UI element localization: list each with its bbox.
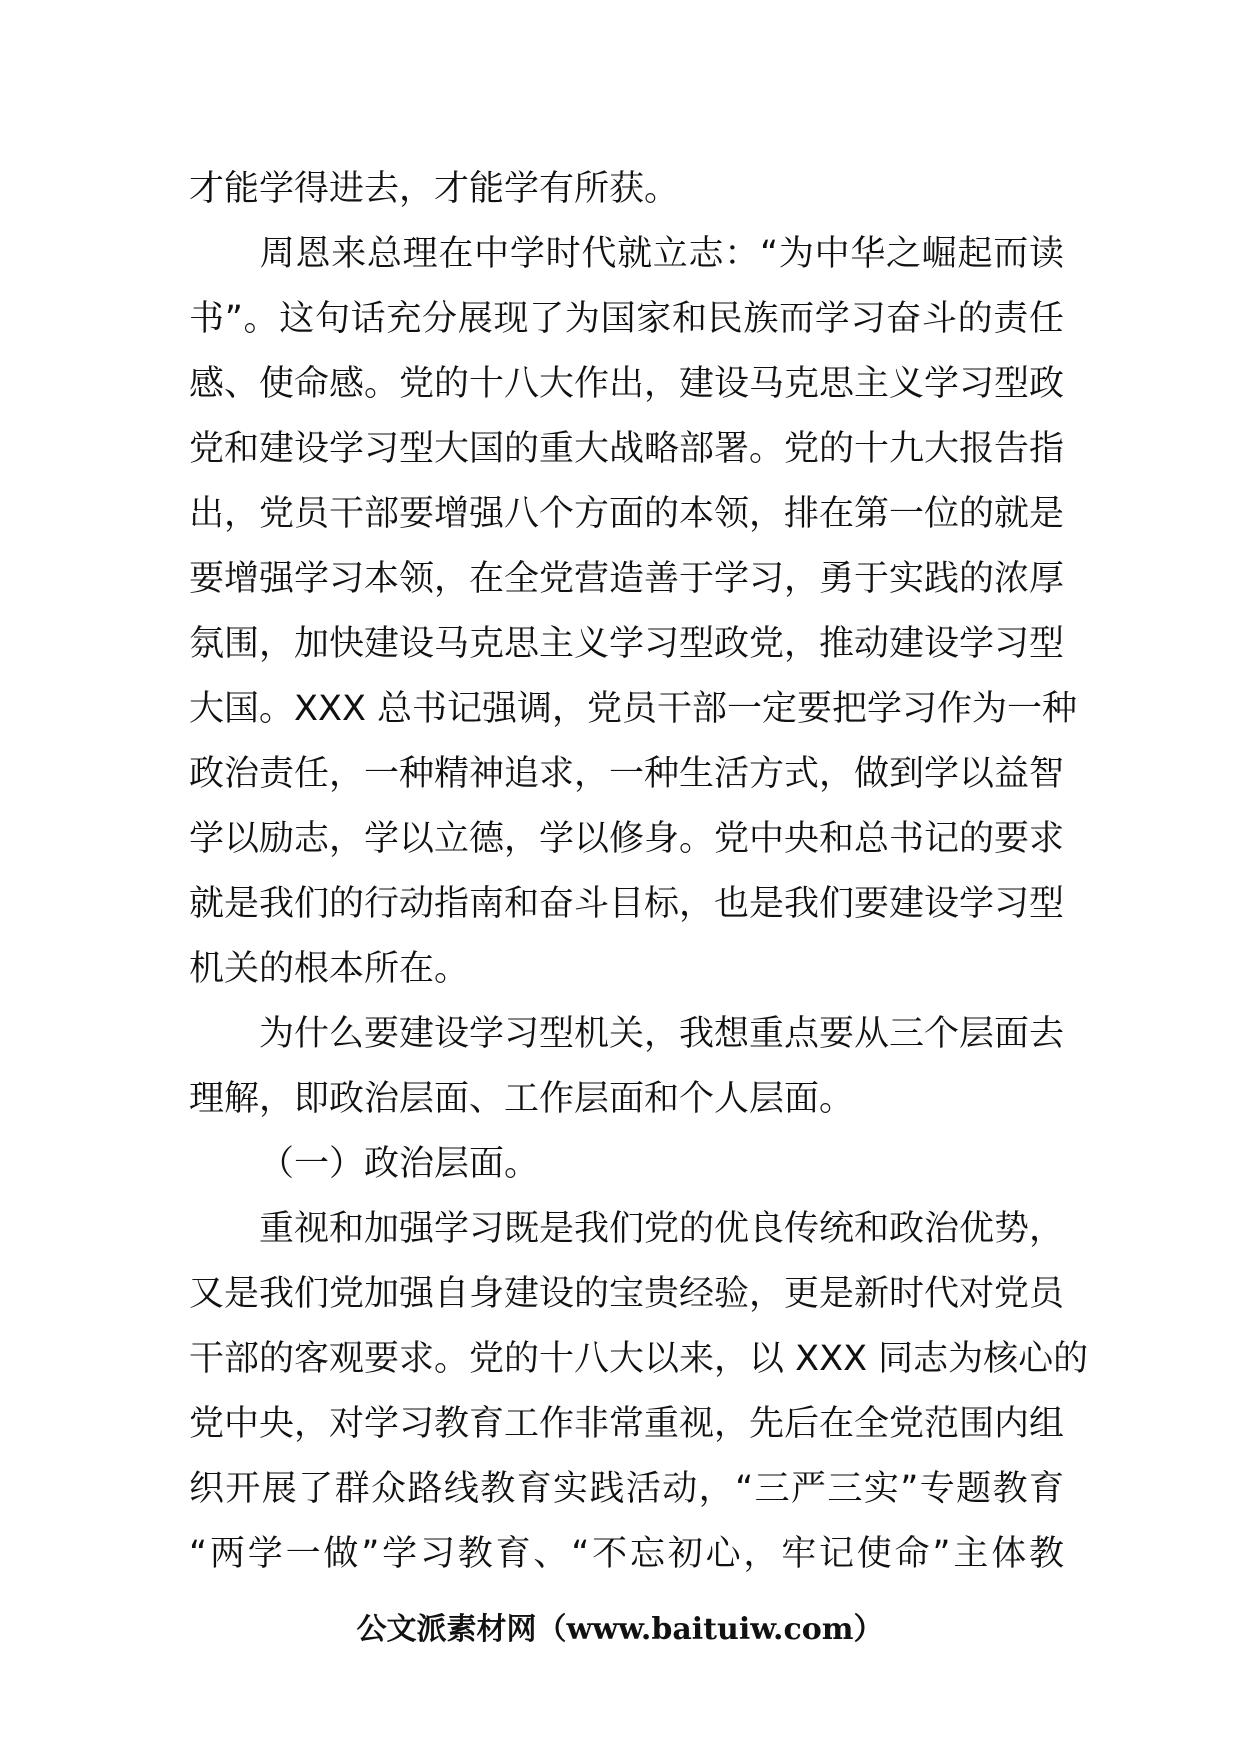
text-line: 周恩来总理在中学时代就立志：“为中华之崛起而读 [259, 234, 1064, 274]
text-line: 出，党员干部要增强八个方面的本领，排在第一位的就是 [189, 494, 1065, 534]
text-line: 才能学得进去，才能学有所获。 [189, 169, 680, 209]
text-line: 就是我们的行动指南和奋斗目标，也是我们要建设学习型 [189, 884, 1065, 924]
text-line: 机关的根本所在。 [189, 949, 470, 989]
text-line: 重视和加强学习既是我们党的优良传统和政治优势， [259, 1209, 1065, 1249]
footer-watermark: 公文派素材网（www.baituiw.com） [356, 1612, 884, 1647]
text-line: 党和建设学习型大国的重大战略部署。党的十九大报告指 [189, 429, 1065, 469]
text-line: 为什么要建设学习型机关，我想重点要从三个层面去 [259, 1014, 1065, 1054]
text-line: “两学一做”学习教育、“不忘初心，牢记使命”主体教 [189, 1534, 1064, 1574]
text-line: 学以励志，学以立德，学以修身。党中央和总书记的要求 [189, 819, 1065, 859]
text-line: 感、使命感。党的十八大作出，建设马克思主义学习型政 [189, 364, 1065, 404]
text-line: 理解，即政治层面、工作层面和个人层面。 [189, 1079, 855, 1119]
text-line: 大国。XXX 总书记强调，党员干部一定要把学习作为一种 [189, 689, 1078, 729]
text-line: 书”。这句话充分展现了为国家和民族而学习奋斗的责任 [189, 299, 1064, 339]
text-line: 又是我们党加强自身建设的宝贵经验，更是新时代对党员 [189, 1274, 1065, 1314]
text-line: 党中央，对学习教育工作非常重视，先后在全党范围内组 [189, 1404, 1065, 1444]
body-text [189, 157, 1089, 1587]
text-line: （一）政治层面。 [259, 1144, 540, 1184]
text-line: 氛围，加快建设马克思主义学习型政党，推动建设学习型 [189, 624, 1065, 664]
text-line: 要增强学习本领，在全党营造善于学习，勇于实践的浓厚 [189, 559, 1065, 599]
text-line: 政治责任，一种精神追求，一种生活方式，做到学以益智 [189, 754, 1065, 794]
text-line: 织开展了群众路线教育实践活动，“三严三实”专题教育 [189, 1469, 1064, 1509]
text-line: 干部的客观要求。党的十八大以来，以 XXX 同志为核心的 [189, 1339, 1089, 1379]
